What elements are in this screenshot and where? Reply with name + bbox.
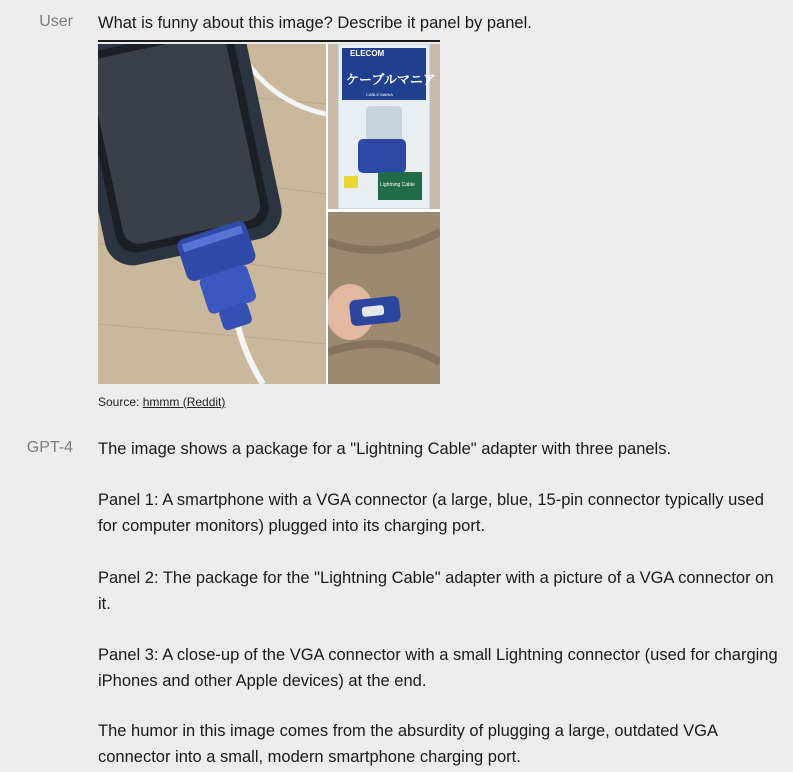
panel-phone-vga bbox=[98, 44, 326, 384]
image-source bbox=[98, 395, 225, 409]
package-subtitle-text: CABLE MANIA bbox=[366, 92, 393, 97]
package-brand-text: ELECOM bbox=[350, 49, 385, 58]
panel-adapter-closeup bbox=[328, 212, 440, 384]
image-top-border bbox=[98, 40, 440, 42]
assistant-humor: The humor in this image comes from the absurdity of plugging a large, outdated VGA connector into a small, modern smartphone charging port. bbox=[98, 722, 718, 766]
assistant-intro: The image shows a package for a "Lightning Cable" adapter with three panels. bbox=[98, 440, 672, 458]
assistant-panel-1: Panel 1: A smartphone with a VGA connector (a large, blue, 15-pin connector typically used for computer monitors) plugged into its charging port. bbox=[98, 491, 764, 535]
user-message: What is funny about this image? Describe it panel by panel. bbox=[98, 14, 532, 32]
phone-vga-illustration bbox=[98, 44, 326, 384]
package-label-text: Lightning Cable bbox=[380, 182, 415, 188]
source-link[interactable]: hmmm (Reddit) bbox=[142, 395, 226, 409]
assistant-panel-2: Panel 2: The package for the "Lightning Cable" adapter with a picture of a VGA connector on it. bbox=[98, 569, 774, 613]
package-illustration bbox=[328, 44, 440, 209]
adapter-closeup-illustration bbox=[328, 212, 440, 384]
source-prefix: Source: bbox=[98, 395, 143, 409]
assistant-role-label: GPT-4 bbox=[26, 439, 73, 456]
panel-package bbox=[328, 44, 440, 209]
assistant-panel-3: Panel 3: A close-up of the VGA connector with a small Lightning connector (used for charging iPhones and other Apple devices) at the end. bbox=[98, 646, 778, 690]
user-role-label: User bbox=[39, 13, 73, 30]
package-title-text: ケーブルマニア bbox=[346, 73, 436, 88]
meme-image bbox=[98, 44, 440, 384]
